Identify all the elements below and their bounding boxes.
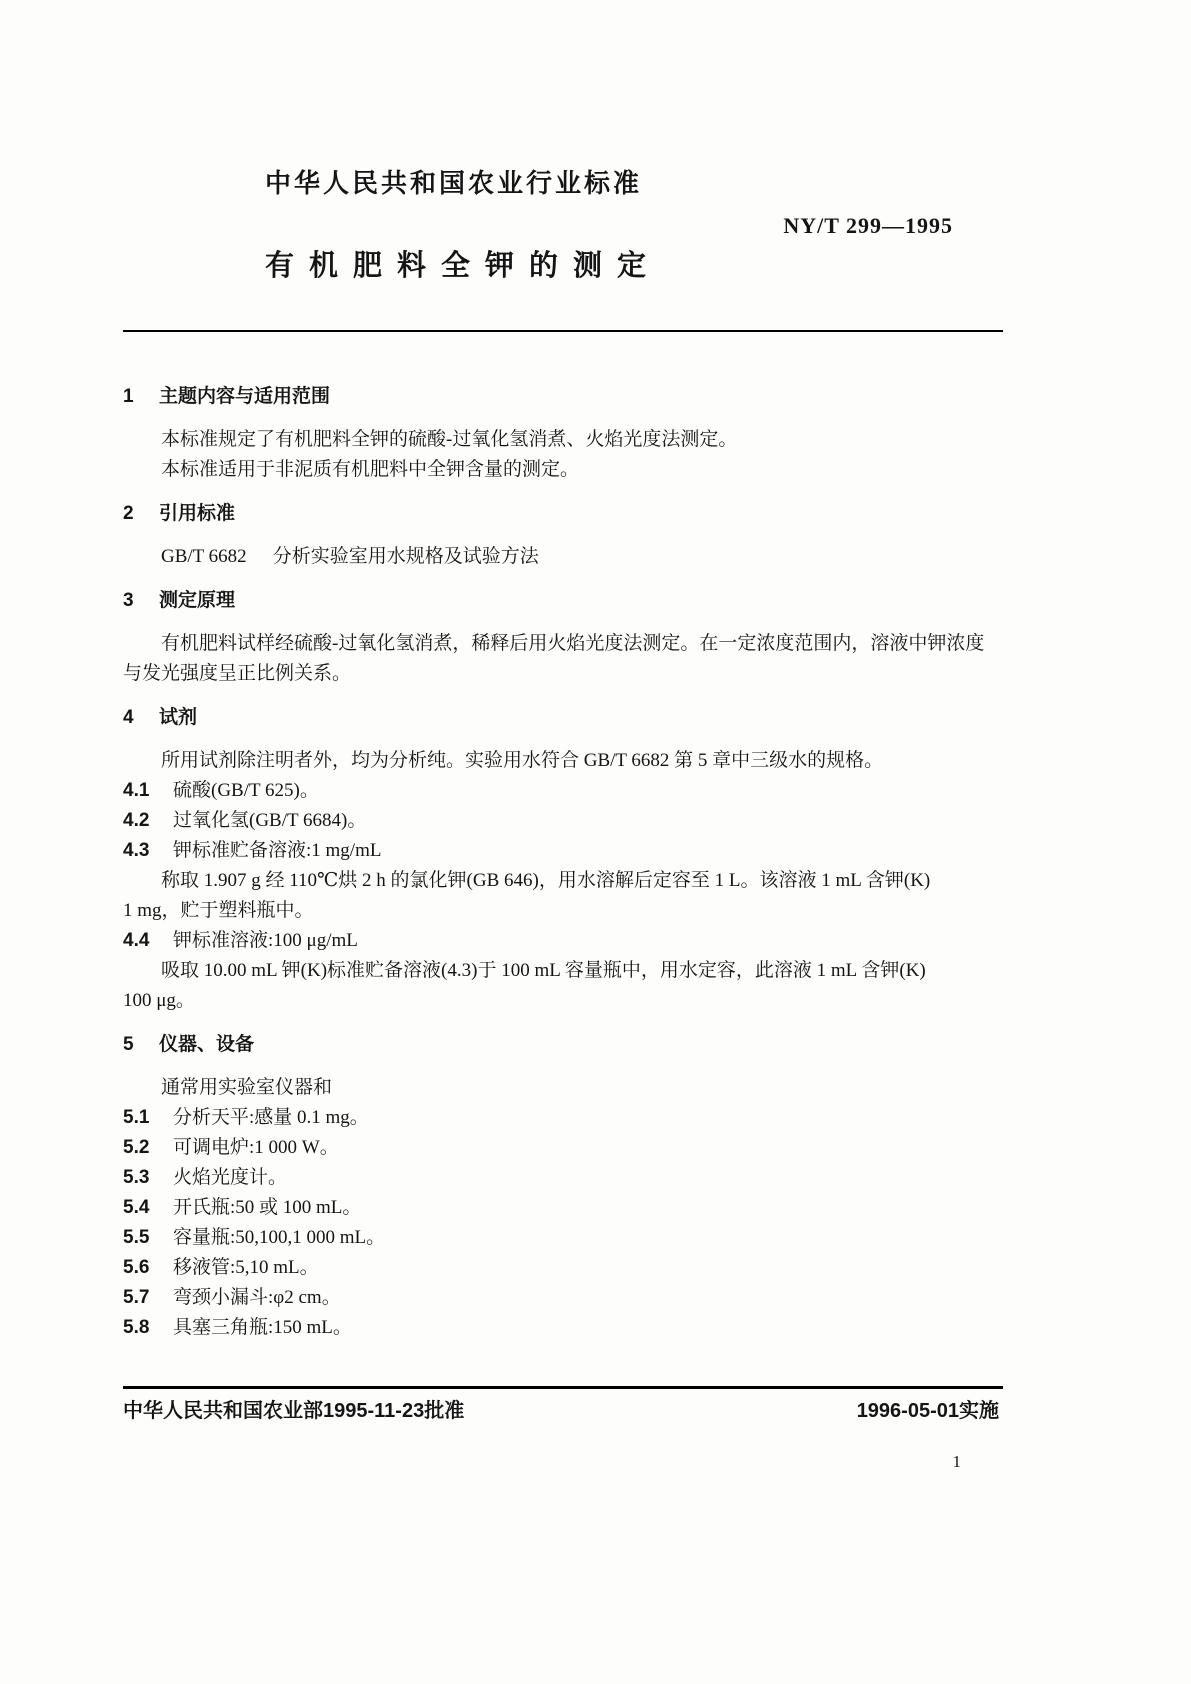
clause-4-3: [123, 836, 1003, 866]
reference-title: 分析实验室用水规格及试验方法: [272, 546, 539, 567]
reagents-intro: 所用试剂除注明者外，均为分析纯。实验用水符合 GB/T 6682 第 5 章中三级水的规格。: [161, 750, 884, 771]
clause-4-3-note-line-2: 1 mg，贮于塑料瓶中。: [123, 900, 314, 921]
section-5-heading: [123, 1030, 1003, 1060]
section-2-heading: [123, 499, 1003, 529]
reference-code: GB/T 6682: [161, 546, 247, 567]
section-number: 1: [123, 386, 134, 407]
clause-number: 5.5: [123, 1227, 150, 1248]
section-title: 测定原理: [159, 590, 236, 611]
clause-4-2: [123, 806, 1003, 836]
clause-5-8: [123, 1313, 1003, 1343]
clause-text: 弯颈小漏斗:φ2 cm。: [173, 1287, 341, 1308]
standard-number: NY/T 299—1995: [783, 213, 953, 238]
section-title: 仪器、设备: [159, 1034, 255, 1055]
clause-5-4: [123, 1193, 1003, 1223]
clause-5-3: [123, 1163, 1003, 1193]
clause-5-7: [123, 1283, 1003, 1313]
clause-number: 4.2: [123, 810, 150, 831]
clause-text: 容量瓶:50,100,1 000 mL。: [173, 1227, 386, 1248]
clause-5-5: [123, 1223, 1003, 1253]
standard-type: 中华人民共和国农业行业标准: [265, 168, 643, 198]
clause-number: 4.1: [123, 780, 150, 801]
clause-text: 钾标准溶液:100 μg/mL: [173, 930, 358, 951]
section-1-heading: [123, 382, 1003, 412]
clause-number: 5.2: [123, 1137, 150, 1158]
clause-text: 分析天平:感量 0.1 mg。: [173, 1107, 369, 1128]
section-title: 试剂: [159, 707, 198, 728]
clause-5-2: [123, 1133, 1003, 1163]
section-number: 3: [123, 590, 134, 611]
clause-number: 4.4: [123, 930, 150, 951]
principle-paragraph-line-2: 与发光强度呈正比例关系。: [123, 663, 352, 684]
section-3-heading: [123, 586, 1003, 616]
clause-text: 移液管:5,10 mL。: [173, 1257, 319, 1278]
document-title: 有机肥料全钾的测定: [265, 250, 662, 282]
implementation-text: 1996-05-01实施: [856, 1400, 999, 1422]
apparatus-intro: 通常用实验室仪器和: [161, 1077, 333, 1098]
clause-number: 5.4: [123, 1197, 150, 1218]
clause-number: 5.7: [123, 1287, 150, 1308]
principle-paragraph-line-1: 有机肥料试样经硫酸-过氧化氢消煮，稀释后用火焰光度法测定。在一定浓度范围内，溶液中钾浓度: [161, 633, 985, 654]
scope-paragraph-1: 本标准规定了有机肥料全钾的硫酸-过氧化氢消煮、火焰光度法测定。: [161, 429, 738, 450]
clause-number: 5.6: [123, 1257, 150, 1278]
clause-text: 过氧化氢(GB/T 6684)。: [173, 810, 367, 831]
clause-4-4: [123, 926, 1003, 956]
clause-text: 可调电炉:1 000 W。: [173, 1137, 339, 1158]
document-header: [123, 168, 1003, 332]
clause-number: 5.1: [123, 1107, 150, 1128]
section-number: 5: [123, 1034, 134, 1055]
reference-entry: [123, 542, 1003, 572]
approval-text: 中华人民共和国农业部1995-11-23批准: [123, 1400, 465, 1422]
clause-4-1: [123, 776, 1003, 806]
clause-5-1: [123, 1103, 1003, 1133]
footer-divider: [123, 1386, 1003, 1389]
clause-4-4-note-line-1: 吸取 10.00 mL 钾(K)标准贮备溶液(4.3)于 100 mL 容量瓶中，用水定容，此溶液 1 mL 含钾(K): [161, 960, 926, 981]
clause-number: 5.8: [123, 1317, 150, 1338]
section-title: 引用标准: [159, 503, 236, 524]
section-4-heading: [123, 703, 1003, 733]
clause-text: 火焰光度计。: [173, 1167, 288, 1188]
scope-paragraph-2: 本标准适用于非泥质有机肥料中全钾含量的测定。: [161, 459, 580, 480]
section-number: 2: [123, 503, 134, 524]
section-title: 主题内容与适用范围: [159, 386, 331, 407]
clause-text: 开氏瓶:50 或 100 mL。: [173, 1197, 362, 1218]
clause-text: 钾标准贮备溶液:1 mg/mL: [173, 840, 382, 861]
clause-number: 4.3: [123, 840, 150, 861]
page-number: 1: [952, 1452, 961, 1471]
clause-4-3-note-line-1: 称取 1.907 g 经 110℃烘 2 h 的氯化钾(GB 646)，用水溶解后定容至 1 L。该溶液 1 mL 含钾(K): [161, 870, 931, 891]
section-number: 4: [123, 707, 134, 728]
document-footer: [123, 1396, 999, 1426]
clause-4-4-note-line-2: 100 μg。: [123, 990, 195, 1011]
clause-text: 具塞三角瓶:150 mL。: [173, 1317, 352, 1338]
clause-text: 硫酸(GB/T 625)。: [173, 780, 319, 801]
document-body: [123, 332, 1003, 1343]
clause-5-6: [123, 1253, 1003, 1283]
clause-number: 5.3: [123, 1167, 150, 1188]
